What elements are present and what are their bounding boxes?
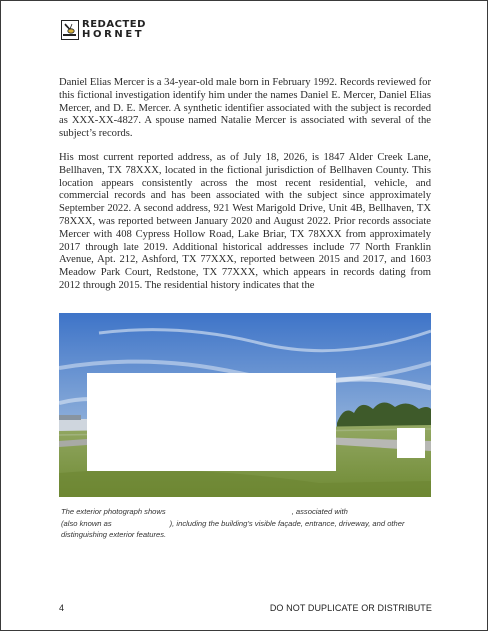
exterior-photograph — [59, 313, 431, 497]
caption-part-1: The exterior photograph shows — [61, 507, 166, 516]
distribution-notice: DO NOT DUPLICATE OR DISTRIBUTE — [269, 603, 432, 613]
hornet-icon — [61, 20, 79, 40]
brand-logo — [61, 19, 146, 41]
brand-line-1: REDACTED — [82, 19, 146, 30]
caption-part-3: (also known as — [61, 518, 112, 528]
page-number: 4 — [59, 603, 65, 613]
caption-part-4: ), including the building’s visible façade, entrance, driveway, and other distinguishing exterior features. — [61, 518, 405, 539]
body-paragraph-2: His most current reported address, as of July 18, 2026, is 1847 Alder Creek Lane, Bellhaven, TX 78XXX, located in the fictional jurisdiction of Bellhaven County. This location appears consistently across the most recent residential, vehicle, and commercial records and has been associated with the subject since approximately September 2022. A second address, 921 West Marigold Drive, Unit 4B, Bellhaven, TX 78XXX, was reported between January 2020 and August 2022. Prior records associate Mercer with 408 Cypress Hollow Road, Lake Briar, TX 78XXX from approximately 2017 through late 2019. Additional historical addresses include 77 North Franklin Avenue, Apt. 212, Ashford, TX 77XXX, reported between 2015 and 2017, and 1603 Meadow Park Court, Redstone, TX 77XXX, which appears in records dating from 2012 through 2015. The residential history indicates that the — [59, 152, 431, 291]
brand-line-2: HORNET — [82, 29, 145, 40]
photo-caption — [61, 506, 433, 541]
body-paragraph-1: Daniel Elias Mercer is a 34-year-old male born in February 1992. Records reviewed for this fictional investigation identify him under the names Daniel E. Mercer, Daniel Elias Mercer, and D. E. Mercer. A synthetic identifier associated with the subject is recorded as XXX-XX-4827. A spouse named Natalie Mercer is associated with several of the subject’s records. — [59, 77, 431, 140]
redaction-box-small — [397, 428, 425, 458]
caption-part-2: , associated with — [291, 507, 348, 516]
redaction-box-main — [87, 373, 336, 471]
